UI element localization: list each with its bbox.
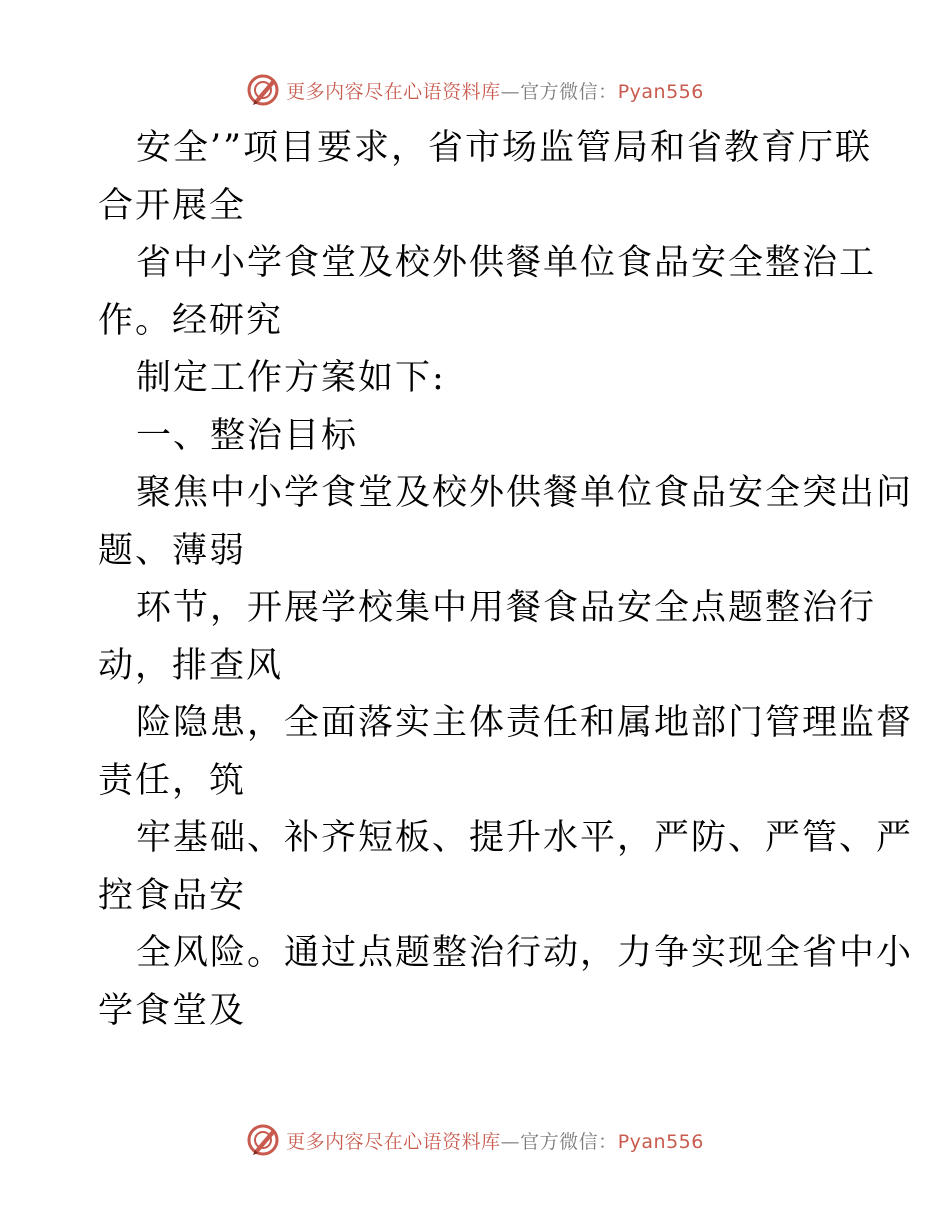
watermark-brand: 更多内容尽在心语资料库 [286,80,501,103]
text-line: 作。经研究 [98,300,284,341]
text-line: 责任，筑 [98,760,247,801]
text-line: 险隐患，全面落实主体责任和属地部门管理监督 [136,703,914,743]
text-line: 省中小学食堂及校外供餐单位食品安全整治工 [136,243,877,283]
watermark-separator: — [500,80,521,103]
watermark-separator: — [500,1130,521,1153]
text-line: 聚焦中小学食堂及校外供餐单位食品安全突出问 [136,473,914,513]
document-body [98,120,914,1040]
watermark-wechat-label: 官方微信： [520,80,618,103]
text-line: 环节，开展学校集中用餐食品安全点题整治行 [136,588,877,628]
text-line: 题、薄弱 [98,530,247,571]
header-watermark [0,70,950,110]
text-line: 制定工作方案如下: [136,358,446,398]
text-line: 合开展全 [98,185,247,226]
footer-watermark [0,1120,950,1160]
watermark-wechat-label: 官方微信： [520,1130,618,1153]
text-line: 动，排查风 [98,645,284,686]
pen-circle-logo-icon [246,73,280,107]
watermark-text [286,77,704,104]
watermark-text [286,1127,704,1154]
text-line: 全风险。通过点题整治行动，力争实现全省中小 [136,933,914,973]
text-line: 学食堂及 [98,990,247,1031]
text-line: 牢基础、补齐短板、提升水平，严防、严管、严 [136,818,914,858]
watermark-wechat-id: Pyan556 [617,1130,704,1153]
pen-circle-logo-icon [246,1123,280,1157]
watermark-wechat-id: Pyan556 [617,80,704,103]
watermark-brand: 更多内容尽在心语资料库 [286,1130,501,1153]
text-line: 控食品安 [98,875,247,916]
text-line: 安全’”项目要求，省市场监管局和省教育厅联 [136,128,873,168]
section-heading: 一、整治目标 [136,415,359,456]
